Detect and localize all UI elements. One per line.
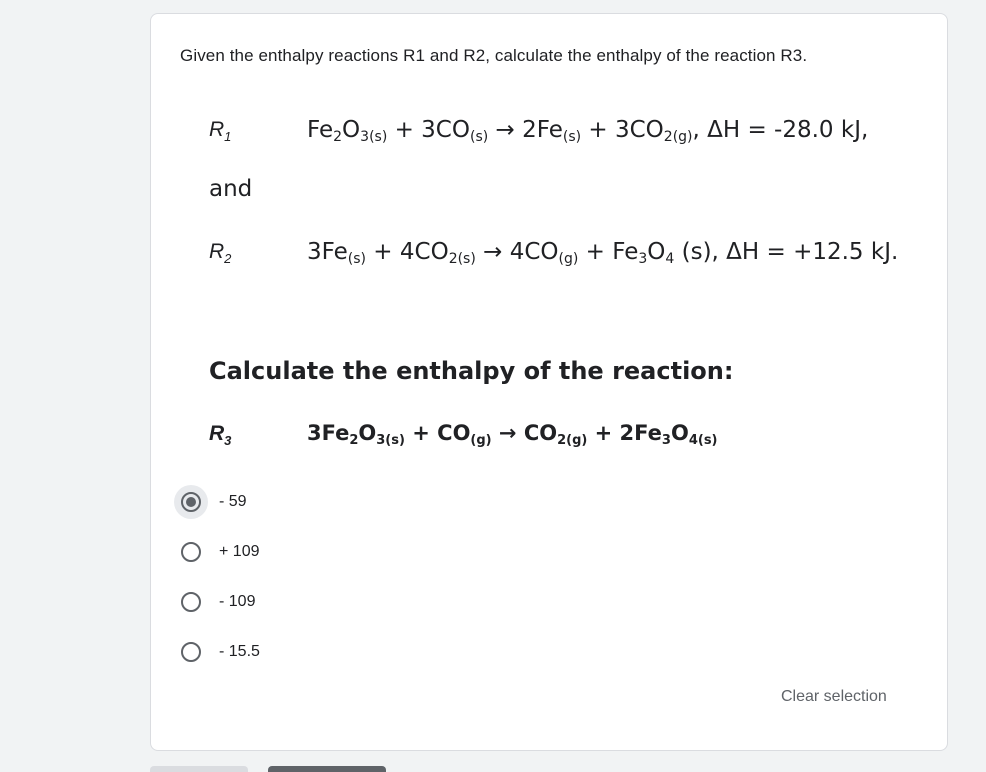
r1-equation: $Fe_2O_{3(s)} + 3CO_{(s)} \to 2Fe_{(s)} + 3CO_{2(g)}$, ΔH = -28.0 kJ,	[307, 117, 869, 145]
next-card-edge	[150, 766, 248, 772]
arrow-icon: →	[488, 117, 523, 143]
r2-equation: $3Fe_{(s)} + 4CO_{2(s)} \to 4CO_{(g)} + Fe_3O_4$ (s), ΔH = +12.5 kJ.	[307, 239, 899, 267]
radio-button-icon[interactable]	[181, 542, 201, 562]
option-label: - 109	[219, 593, 256, 610]
arrow-icon: →	[475, 239, 510, 265]
option-minus-59[interactable]	[178, 487, 247, 517]
option-label: - 15.5	[219, 643, 260, 660]
clear-selection-button[interactable]: Clear selection	[781, 688, 887, 705]
and-text: and	[209, 176, 253, 202]
r3-equation: $3Fe_2O_{3(s)} + CO_{(g)} \to CO_{2(g)} + 2Fe_3O_{4(s)}$	[307, 421, 718, 448]
option-label: + 109	[219, 543, 260, 560]
next-card-edge-dark	[268, 766, 386, 772]
arrow-icon: →	[491, 421, 524, 445]
radio-button-icon[interactable]	[181, 642, 201, 662]
radio-button-icon[interactable]	[181, 592, 201, 612]
radio-button-checked-icon[interactable]	[181, 492, 201, 512]
r3-label: $R_3$	[209, 422, 232, 449]
option-plus-109[interactable]	[178, 537, 259, 567]
calculate-heading: Calculate the enthalpy of the reaction:	[209, 357, 734, 385]
option-minus-15-5[interactable]	[178, 637, 260, 667]
option-label: - 59	[219, 493, 247, 510]
r2-label: $R_2$	[209, 240, 232, 267]
r1-label: $R_1$	[209, 118, 232, 145]
question-text: Given the enthalpy reactions R1 and R2, calculate the enthalpy of the reaction R3.	[180, 46, 808, 65]
option-minus-109[interactable]	[178, 587, 255, 617]
